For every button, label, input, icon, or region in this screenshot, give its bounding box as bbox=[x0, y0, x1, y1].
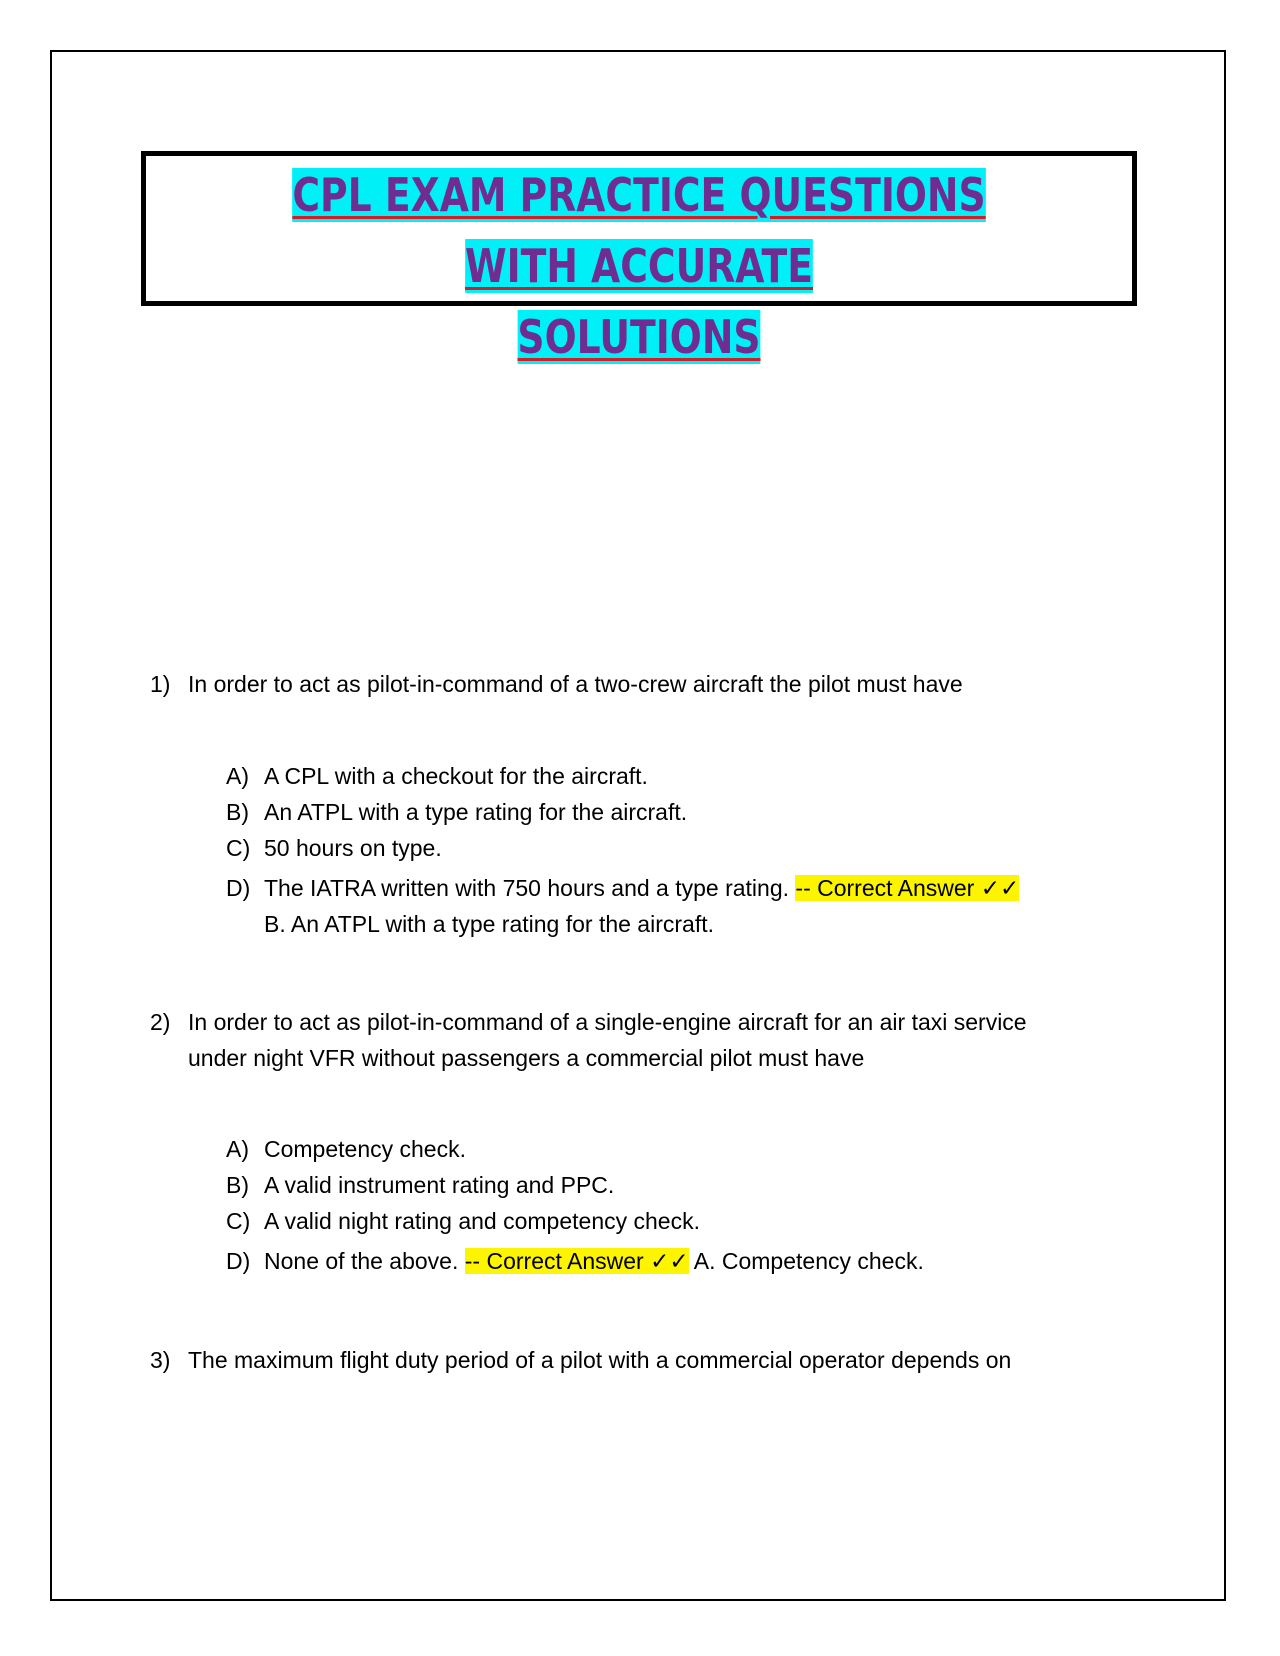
correct-answer-text: A. Competency check. bbox=[693, 1248, 924, 1274]
title-block bbox=[235, 160, 1044, 373]
question-text-line-2: under night VFR without passengers a commercial pilot must have bbox=[188, 1045, 865, 1071]
option-c: C) 50 hours on type. bbox=[226, 835, 442, 861]
option-c: C) A valid night rating and competency check. bbox=[226, 1208, 700, 1234]
question-number: 3) bbox=[150, 1347, 171, 1373]
title-box bbox=[141, 151, 1137, 364]
question-2 bbox=[150, 1004, 1110, 1076]
option-b: B) A valid instrument rating and PPC. bbox=[226, 1172, 615, 1198]
question-1-options bbox=[226, 758, 1126, 942]
title-line-2: SOLUTIONS bbox=[517, 310, 761, 364]
option-d: D) None of the above. -- Correct Answer ✓✓ A. Competency check. bbox=[226, 1248, 924, 1274]
option-a: A) A CPL with a checkout for the aircraft. bbox=[226, 763, 648, 789]
option-b: B) An ATPL with a type rating for the aircraft. bbox=[226, 799, 688, 825]
correct-answer-text: B. An ATPL with a type rating for the aircraft. bbox=[264, 911, 714, 937]
question-number: 1) bbox=[150, 671, 171, 697]
question-text-line-1: In order to act as pilot-in-command of a single-engine aircraft for an air taxi service bbox=[188, 1009, 1027, 1035]
question-text: In order to act as pilot-in-command of a two-crew aircraft the pilot must have bbox=[188, 671, 963, 697]
question-3 bbox=[150, 1342, 1110, 1378]
correct-answer-marker: -- Correct Answer ✓✓ bbox=[795, 875, 1020, 901]
question-1 bbox=[150, 666, 1110, 702]
title-line-1: CPL EXAM PRACTICE QUESTIONS WITH ACCURATE bbox=[292, 168, 986, 293]
question-2-options bbox=[226, 1131, 1126, 1279]
question-text: The maximum flight duty period of a pilot with a commercial operator depends on bbox=[188, 1347, 1012, 1373]
option-a: A) Competency check. bbox=[226, 1136, 466, 1162]
option-d: D) The IATRA written with 750 hours and a type rating. -- Correct Answer ✓✓ B. An ATPL with a type rating for the aircraft. bbox=[226, 875, 1020, 937]
correct-answer-marker: -- Correct Answer ✓✓ bbox=[464, 1248, 689, 1274]
question-number: 2) bbox=[150, 1009, 171, 1035]
